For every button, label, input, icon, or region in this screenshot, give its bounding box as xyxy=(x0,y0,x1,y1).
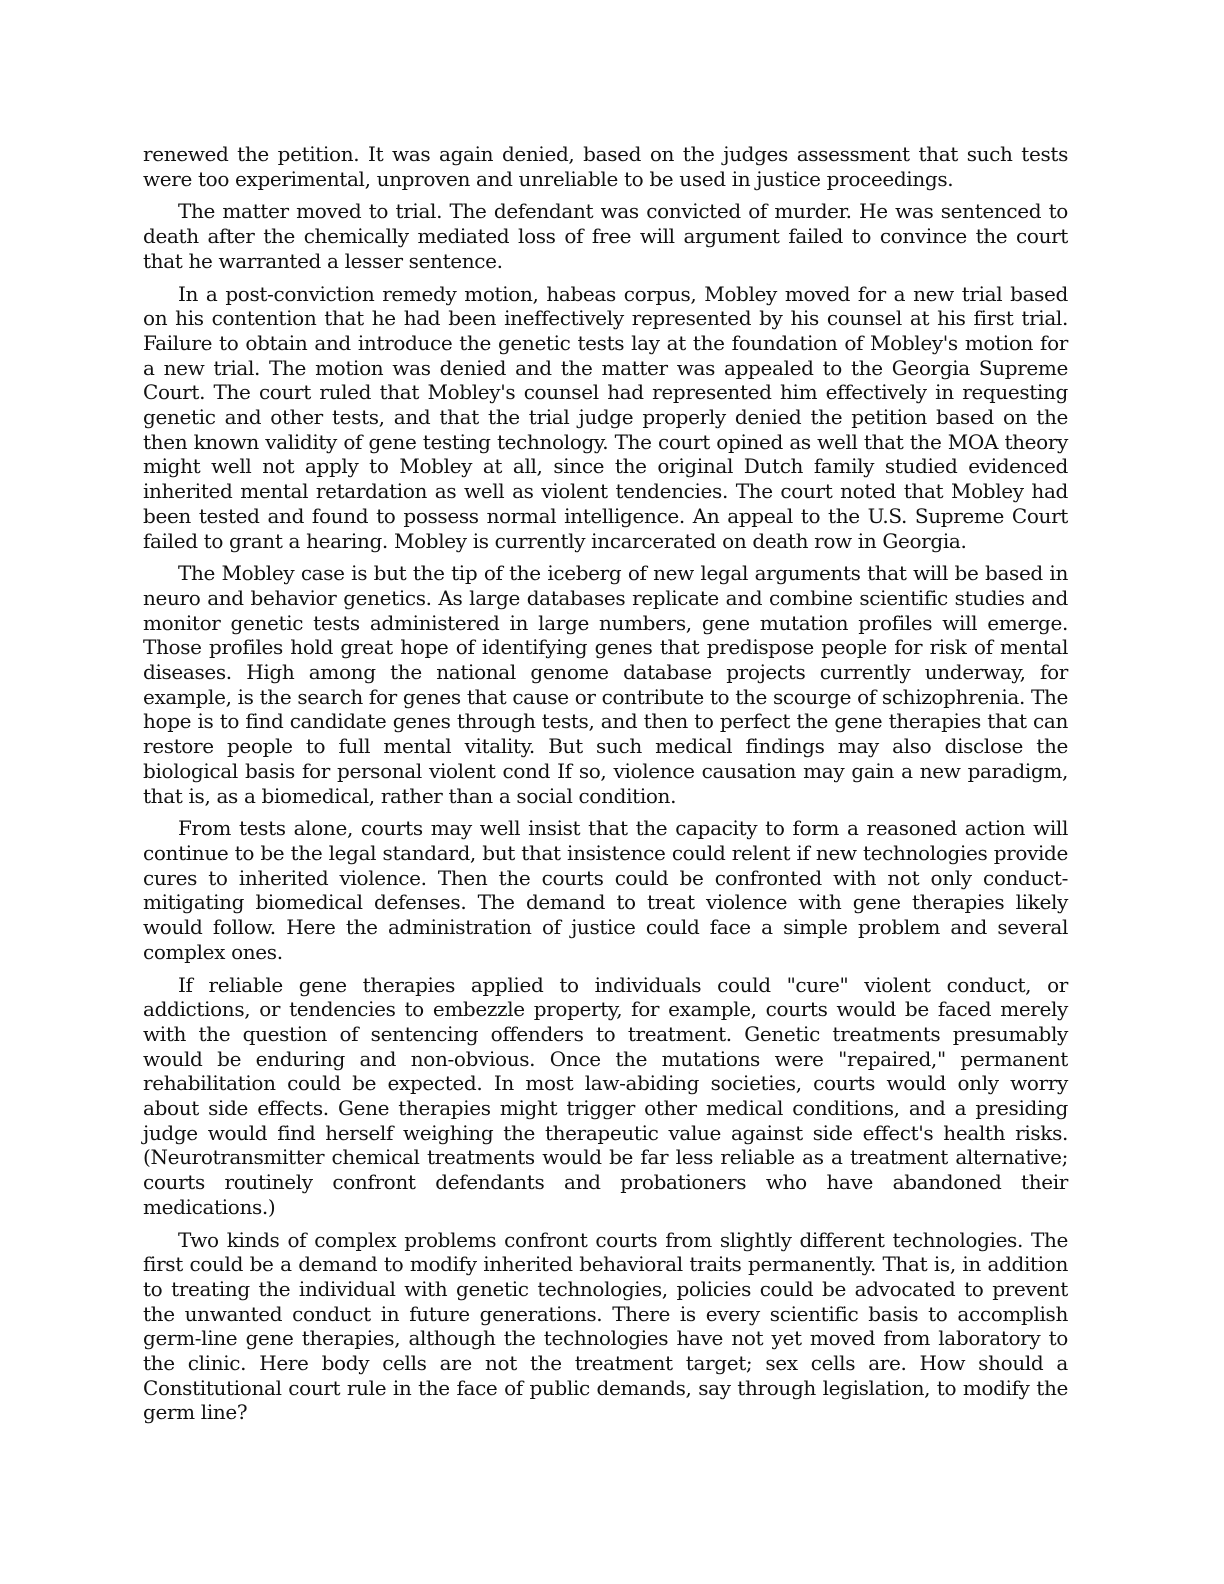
paragraph-mobley-case: The Mobley case is but the tip of the iceberg of new legal arguments that will be based in neuro and behavior genetics. As large databases replicate and combine scientific studies and monitor genetic tests administered in large numbers, gene mutation profiles will emerge. Those profiles hold great hope of identifying genes that predispose people for risk of mental diseases. High among the national genome database projects currently underway, for example, is the search for genes that cause or contribute to the scourge of schizophrenia. The hope is to find candidate genes through tests, and then to perfect the gene therapies that can restore people to full mental vitality. But such medical findings may also disclose the biological basis for personal violent cond If so, violence causation may gain a new paradigm, that is, as a biomedical, rather than a social condition. xyxy=(143,561,1068,808)
paragraph-habeas-corpus: In a post-conviction remedy motion, habeas corpus, Mobley moved for a new trial based on his contention that he had been ineffectively represented by his counsel at his first trial. Failure to obtain and introduce the genetic tests lay at the foundation of Mobley's motion for a new trial. The motion was denied and the matter was appealed to the Georgia Supreme Court. The court ruled that Mobley's counsel had represented him effectively in requesting genetic and other tests, and that the trial judge properly denied the petition based on the then known validity of gene testing technology. The court opined as well that the MOA theory might well not apply to Mobley at all, since the original Dutch family studied evidenced inherited mental retardation as well as violent tendencies. The court noted that Mobley had been tested and found to possess normal intelligence. An appeal to the U.S. Supreme Court failed to grant a hearing. Mobley is currently incarcerated on death row in Georgia. xyxy=(143,281,1068,553)
paragraph-tests-alone: From tests alone, courts may well insist that the capacity to form a reasoned action will continue to be the legal standard, but that insistence could relent if new technologies provide cures to inherited violence. Then the courts could be confronted with not only conduct-mitigating biomedical defenses. The demand to treat violence with gene therapies likely would follow. Here the administration of justice could face a simple problem and several complex ones. xyxy=(143,816,1068,964)
paragraph-gene-therapies: If reliable gene therapies applied to individuals could "cure" violent conduct, or addictions, or tendencies to embezzle property, for example, courts would be faced merely with the question of sentencing offenders to treatment. Genetic treatments presumably would be enduring and non-obvious. Once the mutations were "repaired," permanent rehabilitation could be expected. In most law-abiding societies, courts would only worry about side effects. Gene therapies might trigger other medical conditions, and a presiding judge would find herself weighing the therapeutic value against side effect's health risks. (Neurotransmitter chemical treatments would be far less reliable as a treatment alternative; courts routinely confront defendants and probationers who have abandoned their medications.) xyxy=(143,972,1068,1219)
document-page xyxy=(143,142,1068,1433)
paragraph-trial: The matter moved to trial. The defendant was convicted of murder. He was sentenced to death after the chemically mediated loss of free will argument failed to convince the court that he warranted a lesser sentence. xyxy=(143,199,1068,273)
paragraph-petition-renewed: renewed the petition. It was again denied, based on the judges assessment that such tests were too experimental, unproven and unreliable to be used in justice proceedings. xyxy=(143,142,1068,191)
paragraph-complex-problems: Two kinds of complex problems confront courts from slightly different technologies. The first could be a demand to modify inherited behavioral traits permanently. That is, in addition to treating the individual with genetic technologies, policies could be advocated to prevent the unwanted conduct in future generations. There is every scientific basis to accomplish germ-line gene therapies, although the technologies have not yet moved from laboratory to the clinic. Here body cells are not the treatment target; sex cells are. How should a Constitutional court rule in the face of public demands, say through legislation, to modify the germ line? xyxy=(143,1227,1068,1425)
